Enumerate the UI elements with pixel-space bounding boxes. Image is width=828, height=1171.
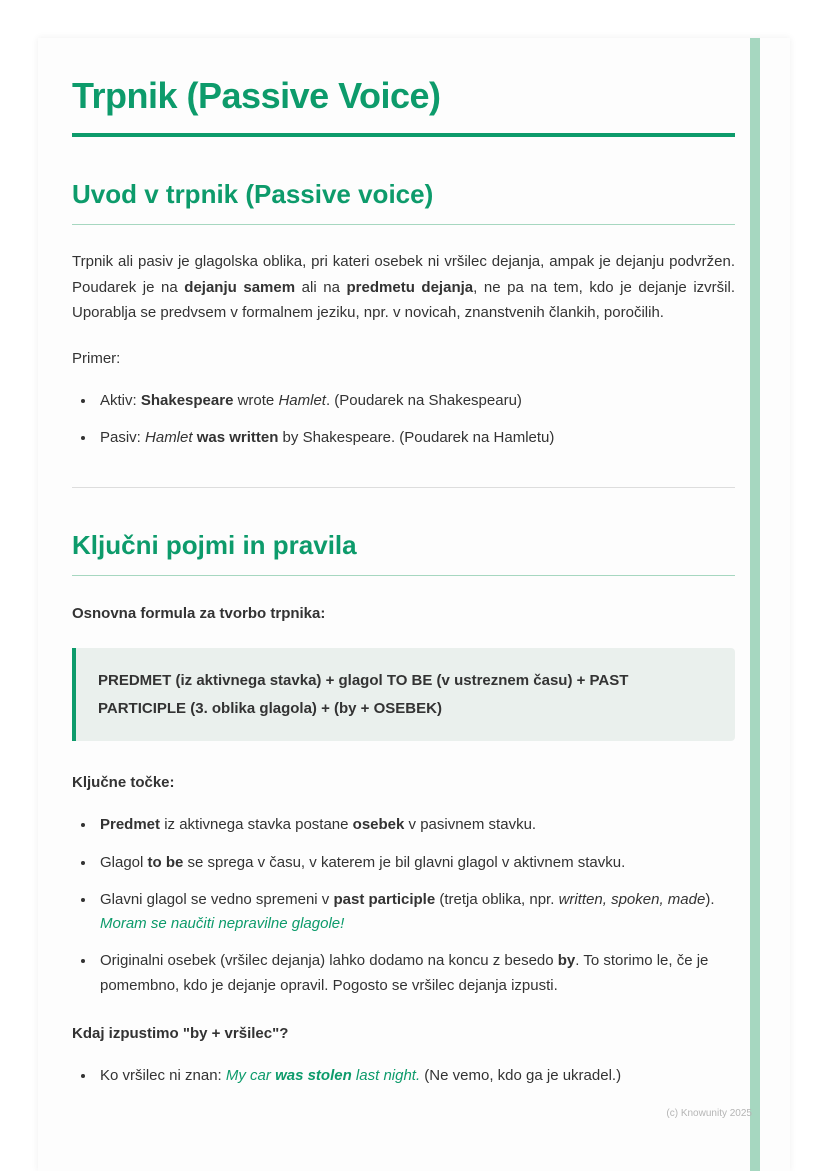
list-item-unknown-agent: • Ko vršilec ni znan: My car was stolen last night. (Ne vemo, kdo ga je ukradel.) — [96, 1064, 735, 1088]
list-item-passive-example: • Pasiv: Hamlet was written by Shakespeare. (Poudarek na Hamletu) — [96, 426, 735, 450]
page-title: Trpnik (Passive Voice) — [72, 75, 441, 116]
formula-callout — [72, 648, 735, 742]
list-item-subject: • Predmet iz aktivnega stavka postane osebek v pasivnem stavku. — [96, 813, 735, 837]
formula-text: PREDMET (iz aktivnega stavka) + glagol TO BE (v ustreznem času) + PAST PARTICIPLE (3. oblika glagola) + (by + OSEBEK) — [98, 671, 629, 717]
formula-label: Osnovna formula za tvorbo trpnika: — [72, 604, 326, 622]
section-divider — [72, 487, 735, 488]
section-heading-intro: Uvod v trpnik (Passive voice) — [72, 179, 735, 225]
primer-label: Primer: — [72, 349, 121, 367]
copyright-watermark: (c) Knowunity 2025 — [666, 1108, 752, 1119]
section-heading-rules: Ključni pojmi in pravila — [72, 530, 735, 576]
keypoints-label: Ključne točke: — [72, 774, 175, 792]
intro-paragraph: Trpnik ali pasiv je glagolska oblika, pri kateri osebek ni vršilec dejanja, ampak je dejanju podvržen. Poudarek je na dejanju samem ali na predmetu dejanja, ne pa na tem, kdo je dejanje izvršil. Uporablja se predvsem v formalnem jeziku, npr. v novicah, znanstvenih člankih, poročilih. — [72, 253, 735, 322]
right-accent-stripe — [750, 38, 760, 1171]
list-item-tobe: • Glagol to be se sprega v času, v katerem je bil glavni glagol v aktivnem stavku. — [96, 851, 735, 875]
title-underline-rule — [72, 133, 735, 137]
example-list — [72, 389, 735, 451]
keypoints-list — [72, 813, 735, 998]
omit-by-list — [72, 1064, 735, 1088]
list-item-by-agent: • Originalni osebek (vršilec dejanja) lahko dodamo na koncu z besedo by. To storimo le, če je pomembno, kdo je dejanje opravil. Pogosto se vršilec dejanja izpusti. — [96, 949, 735, 998]
omit-by-label: Kdaj izpustimo "by + vršilec"? — [72, 1025, 289, 1043]
document-page — [38, 38, 790, 1171]
list-item-past-participle: • Glavni glagol se vedno spremeni v past participle (tretja oblika, npr. written, spoken, made). Moram se naučiti nepravilne glagole! — [96, 888, 735, 937]
list-item-active-example: • Aktiv: Shakespeare wrote Hamlet. (Poudarek na Shakespearu) — [96, 389, 735, 413]
document-content — [38, 38, 790, 1088]
